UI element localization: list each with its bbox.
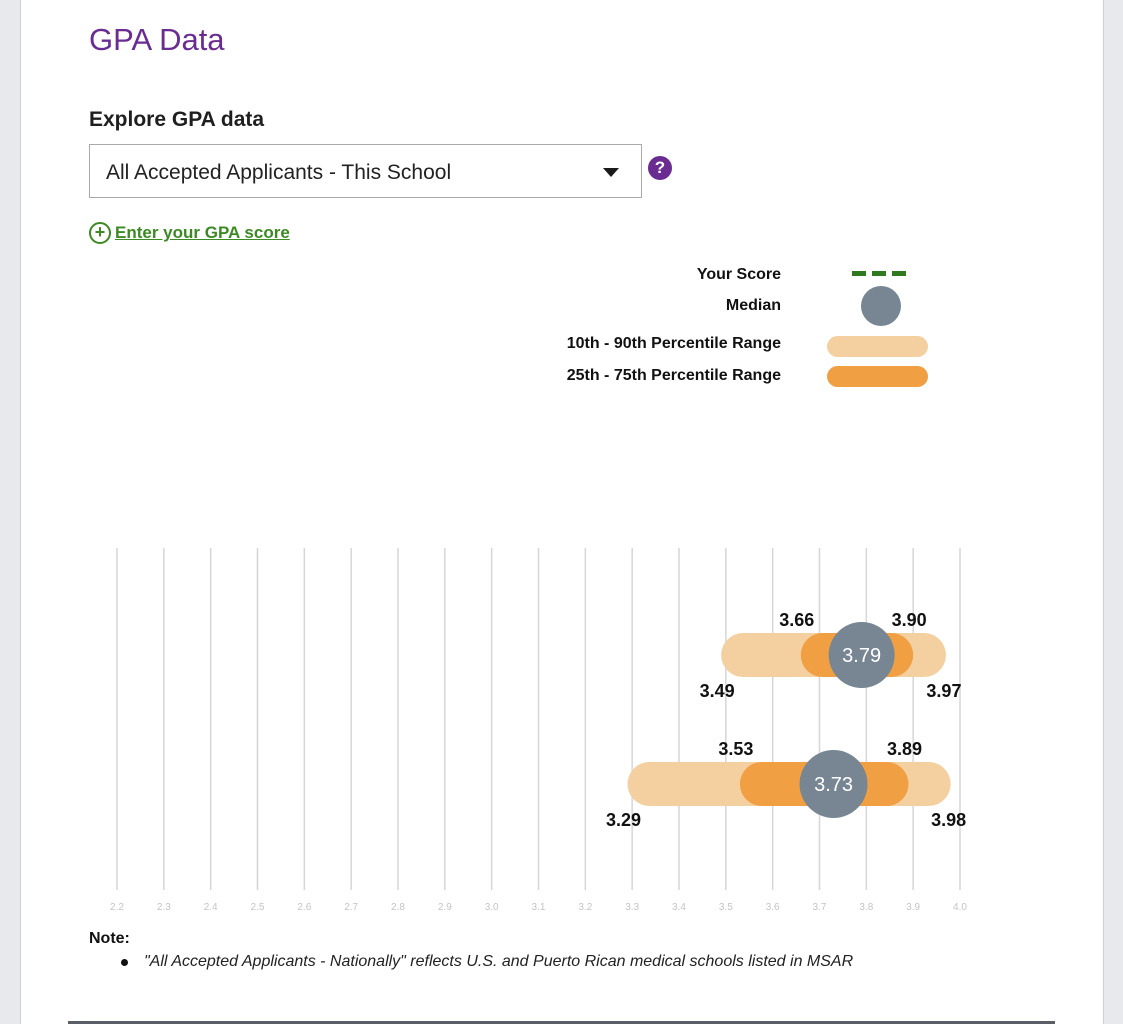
p25-label: 3.53 — [718, 739, 754, 759]
x-tick-label: 3.6 — [765, 902, 780, 913]
x-tick-label: 2.2 — [110, 902, 124, 913]
x-tick-label: 3.7 — [812, 902, 827, 913]
p75-label: 3.89 — [886, 739, 923, 759]
legend-your-score-label: Your Score — [696, 266, 781, 283]
p90-label: 3.97 — [926, 681, 962, 701]
p90-label: 3.98 — [931, 810, 967, 830]
explore-label: Explore GPA data — [89, 108, 265, 131]
x-tick-label: 2.7 — [344, 902, 359, 913]
enter-gpa-text: Enter your GPA score — [115, 223, 290, 242]
legend-range-10-90-label: 10th - 90th Percentile Range — [566, 335, 781, 352]
p10-label: 3.29 — [605, 810, 642, 830]
p75-label: 3.90 — [891, 610, 927, 630]
plus-circle-icon: + — [89, 222, 111, 244]
p25-label: 3.66 — [779, 610, 815, 630]
median-label: 3.73 — [814, 774, 854, 796]
x-tick-label: 2.5 — [250, 902, 265, 913]
help-icon[interactable]: ? — [648, 156, 672, 180]
x-tick-label: 3.1 — [531, 902, 546, 913]
x-tick-label: 2.8 — [391, 902, 405, 913]
x-tick-label: 3.8 — [859, 902, 874, 913]
x-tick-label: 3.9 — [906, 902, 921, 913]
select-value: All Accepted Applicants - This School — [106, 161, 452, 184]
x-tick-label: 3.5 — [718, 902, 733, 913]
legend-range-25-75-label: 25th - 75th Percentile Range — [566, 367, 781, 384]
x-tick-label: 4.0 — [953, 902, 967, 913]
legend-median-label: Median — [725, 297, 781, 314]
x-tick-label: 2.4 — [203, 902, 218, 913]
x-tick-label: 3.4 — [672, 902, 686, 913]
x-tick-label: 2.9 — [437, 902, 452, 913]
bullet-icon — [121, 959, 128, 966]
p10-label: 3.49 — [699, 681, 735, 701]
median-label: 3.79 — [842, 645, 882, 667]
x-tick-label: 3.3 — [625, 902, 640, 913]
x-tick-label: 3.2 — [578, 902, 593, 913]
x-tick-label: 2.6 — [297, 902, 312, 913]
note-title: Note: — [89, 930, 130, 947]
x-tick-label: 3.0 — [484, 902, 499, 913]
x-tick-label: 2.3 — [156, 902, 171, 913]
note-item: "All Accepted Applicants - Nationally" reflects U.S. and Puerto Rican medical schools listed in MSAR — [144, 953, 854, 970]
page-title: GPA Data — [89, 22, 225, 57]
